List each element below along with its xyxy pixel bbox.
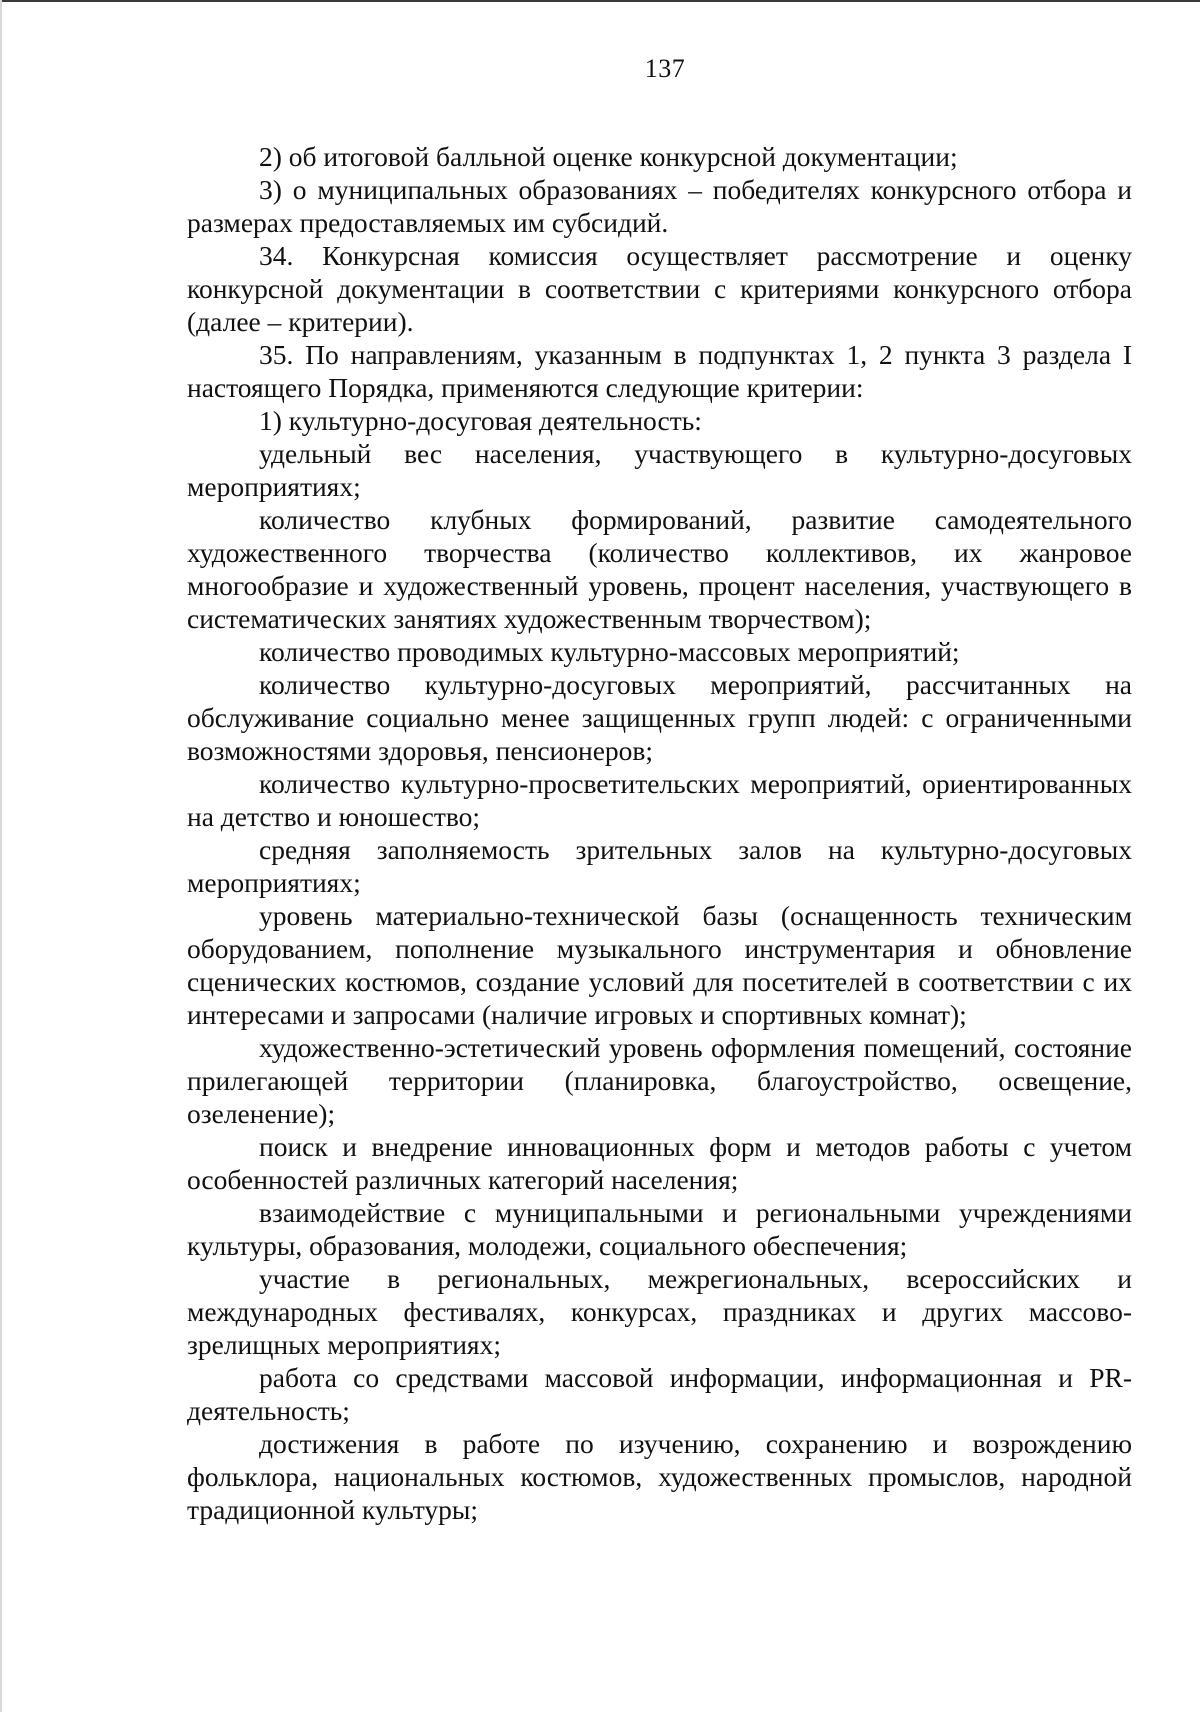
scan-edge-left	[0, 0, 2, 1712]
paragraph-clause-35: 35. По направлениям, указанным в подпунктах 1, 2 пункта 3 раздела I настоящего Порядка, применяются следующие критерии:	[187, 339, 1132, 403]
paragraph-item-2: 2) об итоговой балльной оценке конкурсной документации;	[259, 141, 958, 172]
criterion-festivals: участие в региональных, межрегиональных, всероссийских и международных фестивалях, конкурсах, праздниках и других массово-зрелищных мероприятиях;	[187, 1263, 1132, 1360]
page-number: 137	[644, 54, 686, 83]
criterion-media-pr: работа со средствами массовой информации, информационная и PR-деятельность;	[187, 1362, 1132, 1426]
criterion-cooperation: взаимодействие с муниципальными и региональными учреждениями культуры, образования, молодежи, социального обеспечения;	[187, 1197, 1132, 1261]
paragraph-item-3: 3) о муниципальных образованиях – победителях конкурсного отбора и размерах предоставляемых им субсидий.	[187, 174, 1132, 238]
criterion-hall-occupancy: средняя заполняемость зрительных залов на культурно-досуговых мероприятиях;	[187, 834, 1132, 898]
scan-edge-top	[0, 0, 1200, 2]
criterion-material-base: уровень материально-технической базы (оснащенность техническим оборудованием, пополнение музыкального инструментария и обновление сценических костюмов, создание условий для посетителей в соответствии с их интересами и запросами (наличие игровых и спортивных комнат);	[187, 900, 1132, 1030]
criterion-population-share: удельный вес населения, участвующего в культурно-досуговых мероприятиях;	[187, 438, 1132, 502]
paragraph-subheading-cultural-leisure: 1) культурно-досуговая деятельность:	[259, 405, 702, 436]
paragraph-clause-34: 34. Конкурсная комиссия осуществляет рассмотрение и оценку конкурсной документации в соответствии с критериями конкурсного отбора (далее – критерии).	[187, 240, 1132, 337]
document-body	[187, 140, 1132, 1526]
criterion-aesthetic-level: художественно-эстетический уровень оформления помещений, состояние прилегающей территории (планировка, благоустройство, освещение, озеленение);	[187, 1032, 1132, 1129]
criterion-club-formations: количество клубных формирований, развитие самодеятельного художественного творчества (количество коллективов, их жанровое многообразие и художественный уровень, процент населения, участвующего в систематических занятиях художественным творчеством);	[187, 504, 1132, 634]
criterion-folklore: достижения в работе по изучению, сохранению и возрождению фольклора, национальных костюмов, художественных промыслов, народной традиционной культуры;	[187, 1428, 1132, 1525]
criterion-vulnerable-groups-events: количество культурно-досуговых мероприятий, рассчитанных на обслуживание социально менее защищенных групп людей: с ограниченными возможностями здоровья, пенсионеров;	[187, 669, 1132, 766]
criterion-educational-events: количество культурно-просветительских мероприятий, ориентированных на детство и юношество;	[187, 768, 1132, 832]
criterion-innovation: поиск и внедрение инновационных форм и методов работы с учетом особенностей различных категорий населения;	[187, 1131, 1132, 1195]
criterion-mass-events: количество проводимых культурно-массовых мероприятий;	[259, 636, 960, 667]
